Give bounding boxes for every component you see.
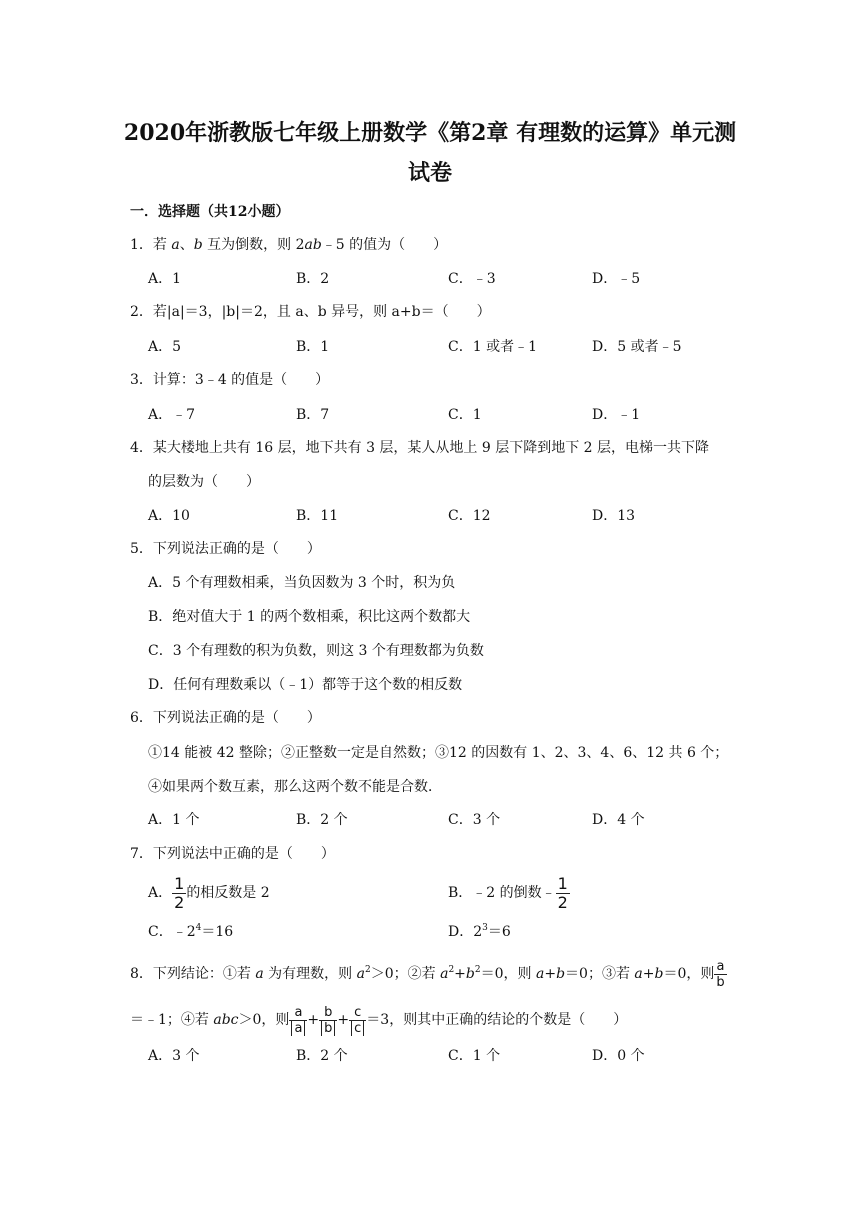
q1-text-mid: 互为倒数，则 2	[202, 237, 305, 253]
q6-option-b[interactable]: B．2 个	[296, 812, 348, 828]
q6-option-d[interactable]: D．4 个	[592, 812, 645, 828]
q7-d-result: ＝6	[487, 924, 511, 940]
q8-fa-abs: a	[291, 1021, 305, 1036]
question-7-stem: 7．下列说法中正确的是（ ）	[130, 846, 335, 862]
q2-option-a[interactable]: A．5	[148, 339, 182, 355]
q1-text-pre: 1．若	[130, 237, 172, 253]
question-4-stem-line2: 的层数为（ ）	[148, 474, 260, 490]
q8-var-abc: abc	[213, 1012, 239, 1028]
question-5-stem: 5．下列说法正确的是（ ）	[130, 541, 321, 557]
q1-option-b[interactable]: B．2	[296, 271, 330, 287]
q6-statements-line1: ①14 能被 42 整除；②正整数一定是自然数；③12 的因数有 1、2、3、4、6、12 共 6 个；	[148, 745, 729, 761]
q5-option-d[interactable]: D．任何有理数乘以（﹣1）都等于这个数的相反数	[148, 677, 463, 693]
q8-option-d[interactable]: D．0 个	[592, 1048, 645, 1064]
q7-a-denominator: 2	[174, 892, 185, 912]
q7-option-a-fraction	[172, 873, 186, 912]
q7-option-a-text: 的相反数是 2	[186, 885, 270, 901]
q7-d-base: D．2	[448, 924, 483, 940]
q7-option-b[interactable]	[448, 874, 570, 912]
q8-fc-denominator	[349, 1021, 366, 1035]
q7-a-numerator: 1	[174, 873, 185, 893]
q4-option-b[interactable]: B．11	[296, 508, 339, 524]
q8-var-b-2: b	[556, 966, 566, 982]
q8-text-1: 8．下列结论：①若	[130, 966, 256, 982]
q1-text-post: ﹣5 的值为（ ）	[321, 237, 448, 253]
q2-option-d[interactable]: D．5 或者﹣5	[592, 339, 682, 355]
question-8-stem-line2	[130, 1000, 627, 1040]
q5-option-c[interactable]: C．3 个有理数的积为负数，则这 3 个有理数都为负数	[148, 643, 484, 659]
question-1-stem	[130, 235, 447, 255]
q8-fa-denominator	[289, 1021, 307, 1035]
q4-option-c[interactable]: C．12	[448, 508, 491, 524]
q8-text-7: ＝﹣1；④若	[130, 1012, 214, 1028]
q8-var-a-5: a	[634, 966, 643, 982]
exam-title-line1: 2020年浙教版七年级上册数学《第2章 有理数的运算》单元测	[123, 120, 737, 146]
q8-fraction-c-over-abs-c	[349, 1006, 366, 1035]
q7-c-result: ＝16	[201, 924, 234, 940]
q1-option-a[interactable]: A．1	[148, 271, 182, 287]
question-6-stem: 6．下列说法正确的是（ ）	[130, 710, 321, 726]
q8-sup-1: 2	[364, 965, 371, 975]
q3-option-d[interactable]: D．﹣1	[592, 407, 641, 423]
q8-frac1-denominator: b	[716, 974, 725, 990]
q4-option-a[interactable]: A．10	[148, 508, 190, 524]
q8-text-2: 为有理数，则	[263, 966, 357, 982]
question-2-stem: 2．若|a|＝3，|b|＝2，且 a、b 异号，则 a+b＝（ ）	[130, 304, 491, 320]
section-heading: 一．选择题（共12小题）	[130, 204, 290, 220]
q1-var-b: b	[193, 237, 203, 253]
q2-option-c[interactable]: C．1 或者﹣1	[448, 339, 537, 355]
q1-var-ab: ab	[304, 237, 322, 253]
q8-frac1-numerator: a	[714, 960, 726, 975]
q3-option-c[interactable]: C．1	[448, 407, 482, 423]
q4-option-d[interactable]: D．13	[592, 508, 636, 524]
q8-fb-numerator: b	[319, 1006, 337, 1021]
q7-option-b-fraction	[556, 873, 570, 912]
q5-option-a[interactable]: A．5 个有理数相乘，当负因数为 3 个时，积为负	[148, 575, 456, 591]
q8-option-a[interactable]: A．3 个	[148, 1048, 200, 1064]
q6-option-a[interactable]: A．1 个	[148, 812, 200, 828]
q6-statements-line2: ④如果两个数互素，那么这两个数不能是合数．	[148, 779, 442, 795]
q8-var-a-3: a	[440, 966, 449, 982]
q7-b-numerator: 1	[557, 873, 568, 893]
q8-text-9: ＝3，则其中正确的结论的个数是（ ）	[366, 1012, 628, 1028]
q7-c-base: C．﹣2	[148, 924, 196, 940]
q8-sup-2: 2	[448, 965, 455, 975]
q8-option-c[interactable]: C．1 个	[448, 1048, 501, 1064]
q8-text-5: ＝0；③若	[565, 966, 635, 982]
q8-text-6: ＝0，则	[663, 966, 715, 982]
question-3-stem: 3．计算：3﹣4 的值是（ ）	[130, 372, 330, 388]
q2-option-b[interactable]: B．1	[296, 339, 330, 355]
q1-var-a: a	[171, 237, 180, 253]
q7-c-exponent: 4	[195, 923, 202, 933]
q8-text-8: ＞0，则	[238, 1012, 290, 1028]
q8-fraction-b-over-abs-b	[319, 1006, 337, 1035]
q7-option-d[interactable]	[448, 922, 511, 942]
q8-var-b-1: b	[465, 966, 475, 982]
q8-fc-numerator: c	[349, 1006, 366, 1021]
q8-fraction-a-over-b	[714, 960, 726, 989]
q3-option-a[interactable]: A．﹣7	[148, 407, 196, 423]
q8-fc-abs: c	[351, 1021, 364, 1036]
q6-option-c[interactable]: C．3 个	[448, 812, 501, 828]
q1-sep: 、	[179, 237, 194, 253]
q7-option-a-label: A．	[148, 885, 173, 901]
q1-option-d[interactable]: D．﹣5	[592, 271, 641, 287]
q8-fraction-a-over-abs-a	[289, 1006, 307, 1035]
q7-option-a[interactable]	[148, 874, 270, 912]
question-8-stem-line1: 8．下列结论：①若 a 为有理数，则 $a^2>0$；②若 $a^2+b^2=0$，则 a+b＝0；③若 a+b＝0，则 $\frac{a}{b}$	[130, 958, 725, 990]
q7-b-denominator: 2	[557, 892, 568, 912]
q8-fb-denominator	[319, 1021, 337, 1035]
q8-var-a-2: a	[356, 966, 365, 982]
q5-option-b[interactable]: B．绝对值大于 1 的两个数相乘，积比这两个数都大	[148, 609, 471, 625]
q8-sup-3: 2	[474, 965, 481, 975]
exam-title-line2: 试卷	[407, 160, 452, 186]
q7-option-b-text: B．﹣2 的倒数﹣	[448, 885, 556, 901]
q7-option-c[interactable]	[148, 922, 233, 942]
q8-fb-abs: b	[321, 1021, 335, 1036]
q1-option-c[interactable]: C．﹣3	[448, 271, 496, 287]
q8-var-a-1: a	[255, 966, 264, 982]
q3-option-b[interactable]: B．7	[296, 407, 330, 423]
q8-fa-numerator: a	[289, 1006, 307, 1021]
question-4-stem-line1: 4．某大楼地上共有 16 层，地下共有 3 层，某人从地上 9 层下降到地下 2 层，电梯一共下降	[130, 440, 710, 456]
q8-plus-1: +	[307, 1012, 320, 1028]
q8-text-3: ＞0；②若	[370, 966, 441, 982]
q8-var-b-3: b	[654, 966, 664, 982]
q8-option-b[interactable]: B．2 个	[296, 1048, 348, 1064]
q8-plus-2: +	[337, 1012, 350, 1028]
q8-text-4: ＝0，则	[480, 966, 536, 982]
q8-var-a-4: a	[535, 966, 545, 982]
q7-d-exponent: 3	[482, 923, 488, 933]
